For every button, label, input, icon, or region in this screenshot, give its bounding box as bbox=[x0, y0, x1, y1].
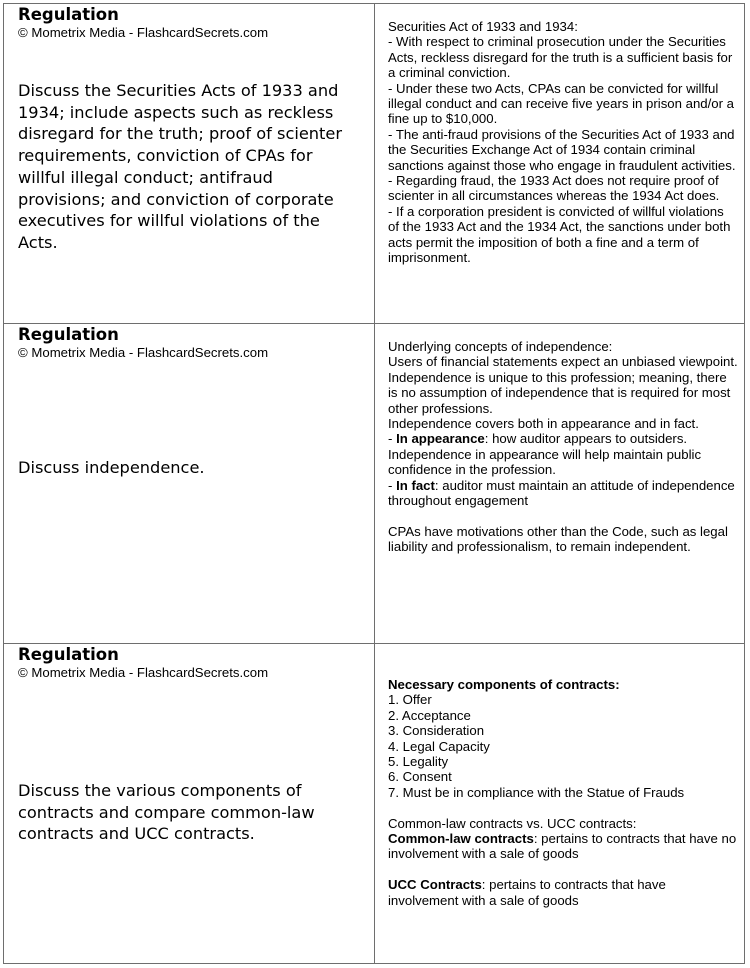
card-answer bbox=[388, 339, 738, 555]
appearance-text: : how auditor appears to outsiders. Independence in appearance will help maintain public confidence in the profession. bbox=[388, 431, 702, 478]
answer-closing: CPAs have motivations other than the Code, such as legal liability and professionalism, to remain independent. bbox=[388, 523, 728, 555]
answer-heading-text: Necessary components of contracts: bbox=[388, 677, 620, 692]
card-front bbox=[4, 4, 375, 323]
card-source: © Mometrix Media - FlashcardSecrets.com bbox=[18, 25, 269, 40]
spacer bbox=[388, 508, 738, 523]
common-law-term: Common-law contracts bbox=[388, 831, 534, 847]
card-back bbox=[375, 644, 744, 963]
flashcard-sheet bbox=[3, 3, 745, 964]
answer-point: - If a corporation president is convicted of willful violations of the 1933 Act and the 1934 Act, the sanctions under both acts permit the imposition of both a fine and a term of imprisonment. bbox=[388, 203, 731, 266]
card-answer bbox=[388, 677, 738, 908]
card-back bbox=[375, 324, 744, 643]
fact-term: In fact bbox=[396, 477, 435, 493]
ucc-text: : pertains to contracts that have involvement with a sale of goods bbox=[388, 877, 666, 908]
answer-common-law bbox=[388, 831, 738, 862]
appearance-term: In appearance bbox=[396, 431, 485, 447]
answer-heading: Securities Act of 1933 and 1934: bbox=[388, 19, 578, 34]
answer-point: - With respect to criminal prosecution under the Securities Acts, reckless disregard for the truth is a sufficient basis for a criminal conviction. bbox=[388, 34, 733, 81]
spacer bbox=[388, 800, 738, 815]
component-item: 2. Acceptance bbox=[388, 707, 471, 723]
spacer bbox=[388, 862, 738, 877]
card-question: Discuss the various components of contracts and compare common-law contracts and UCC contracts. bbox=[18, 781, 315, 844]
component-item: 5. Legality bbox=[388, 754, 449, 770]
answer-appearance: - In appearance: how auditor appears to outsiders. Independence in appearance will help maintain public confidence in the profession. bbox=[388, 431, 702, 478]
answer-ucc bbox=[388, 877, 738, 908]
flashcard-independence bbox=[4, 324, 744, 644]
card-source: © Mometrix Media - FlashcardSecrets.com bbox=[18, 345, 269, 360]
fact-text: : auditor must maintain an attitude of independence throughout engagement bbox=[388, 477, 735, 509]
answer-heading: Underlying concepts of independence: bbox=[388, 339, 613, 354]
card-category: Regulation bbox=[18, 5, 119, 24]
card-category: Regulation bbox=[18, 325, 119, 344]
card-front bbox=[4, 324, 375, 643]
answer-point: - Regarding fraud, the 1933 Act does not require proof of scienter in all circumstances whereas the 1934 Act does. bbox=[388, 173, 720, 204]
component-item: 7. Must be in compliance with the Statue of Frauds bbox=[388, 784, 685, 800]
card-category: Regulation bbox=[18, 645, 119, 664]
flashcard-contracts bbox=[4, 644, 744, 963]
component-item: 4. Legal Capacity bbox=[388, 738, 490, 754]
card-front bbox=[4, 644, 375, 963]
answer-intro: Users of financial statements expect an unbiased viewpoint. Independence is unique to this profession; meaning, there is no assumption of independence that is required for most other professions. bbox=[388, 354, 738, 416]
card-answer bbox=[388, 19, 738, 266]
component-item: 6. Consent bbox=[388, 769, 452, 785]
answer-point: - Under these two Acts, CPAs can be convicted for willful illegal conduct and can receive five years in prison and/or a fine up to $10,000. bbox=[388, 80, 735, 127]
common-law-text: : pertains to contracts that have no involvement with a sale of goods bbox=[388, 831, 737, 862]
answer-compare: Common-law contracts vs. UCC contracts: bbox=[388, 815, 637, 831]
answer-covers: Independence covers both in appearance and in fact. bbox=[388, 416, 699, 432]
card-back bbox=[375, 4, 744, 323]
card-question: Discuss independence. bbox=[18, 458, 205, 477]
answer-heading bbox=[388, 677, 738, 692]
ucc-term: UCC Contracts bbox=[388, 877, 482, 893]
card-question: Discuss the Securities Acts of 1933 and 1934; include aspects such as reckless disregard for the truth; proof of scienter requirements, conviction of CPAs for willful illegal conduct; antifraud provisions; and conviction of corporate executives for willful violations of the Acts. bbox=[18, 81, 343, 252]
answer-fact: - In fact: auditor must maintain an attitude of independence throughout engagement bbox=[388, 477, 735, 509]
component-item: 3. Consideration bbox=[388, 723, 485, 739]
flashcard-securities-acts bbox=[4, 4, 744, 324]
component-item: 1. Offer bbox=[388, 692, 432, 708]
answer-point: - The anti-fraud provisions of the Securities Act of 1933 and the Securities Exchange Act of 1934 contain criminal sanctions against those who engage in fraudulent activities. bbox=[388, 126, 736, 173]
card-source: © Mometrix Media - FlashcardSecrets.com bbox=[18, 665, 269, 680]
